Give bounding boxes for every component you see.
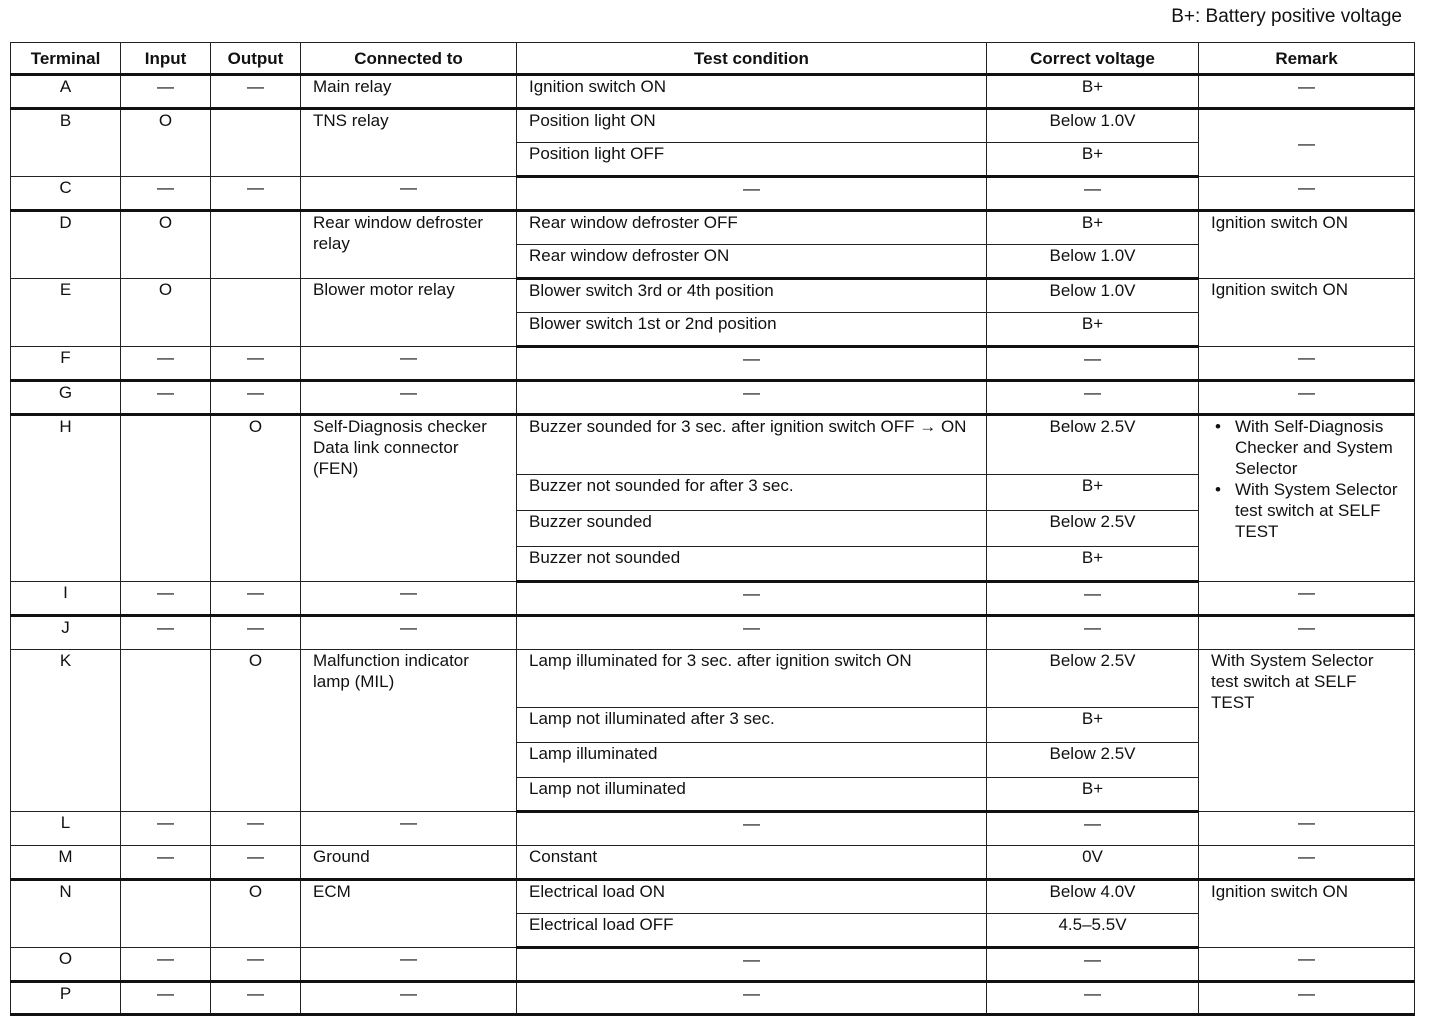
voltage-cell: —	[987, 582, 1199, 616]
condition-cell: Rear window defroster ON	[517, 245, 987, 279]
terminal-cell: K	[11, 650, 121, 812]
voltage-cell: B+	[987, 313, 1199, 347]
remark-cell: —	[1199, 616, 1415, 650]
condition-cell: Buzzer sounded	[517, 511, 987, 547]
terminal-cell: M	[11, 846, 121, 880]
voltage-cell: Below 2.5V	[987, 511, 1199, 547]
condition-cell: —	[517, 616, 987, 650]
remark-cell: —	[1199, 582, 1415, 616]
table-row	[11, 846, 1415, 880]
input-cell: —	[121, 616, 211, 650]
input-cell: —	[121, 75, 211, 109]
condition-cell: Constant	[517, 846, 987, 880]
input-cell	[121, 650, 211, 812]
input-cell: —	[121, 846, 211, 880]
table-row	[11, 75, 1415, 109]
input-cell	[121, 415, 211, 582]
voltage-cell: B+	[987, 75, 1199, 109]
connected-cell: Main relay	[301, 75, 517, 109]
terminal-cell: A	[11, 75, 121, 109]
remark-cell: Ignition switch ON	[1199, 880, 1415, 948]
table-row	[11, 415, 1415, 475]
condition-cell: —	[517, 582, 987, 616]
header-correct-voltage: Correct voltage	[987, 43, 1199, 75]
terminal-cell: L	[11, 812, 121, 846]
remark-cell: —	[1199, 75, 1415, 109]
remark-cell: Ignition switch ON	[1199, 279, 1415, 347]
terminal-cell: B	[11, 109, 121, 177]
terminal-cell: D	[11, 211, 121, 279]
connected-cell: —	[301, 982, 517, 1015]
condition-cell: Blower switch 1st or 2nd position	[517, 313, 987, 347]
condition-cell: Blower switch 3rd or 4th position	[517, 279, 987, 313]
table-row	[11, 381, 1415, 415]
battery-voltage-note: B+: Battery positive voltage	[1171, 6, 1402, 27]
input-cell: —	[121, 812, 211, 846]
voltage-cell: Below 2.5V	[987, 743, 1199, 778]
remark-cell: —	[1199, 982, 1415, 1015]
remark-cell: —	[1199, 177, 1415, 211]
voltage-cell: —	[987, 948, 1199, 982]
condition-cell: —	[517, 812, 987, 846]
condition-cell: —	[517, 982, 987, 1015]
connected-cell: —	[301, 948, 517, 982]
output-cell: —	[211, 616, 301, 650]
remark-cell: —	[1199, 846, 1415, 880]
voltage-cell: 4.5–5.5V	[987, 914, 1199, 948]
voltage-cell: —	[987, 347, 1199, 381]
connected-cell: Blower motor relay	[301, 279, 517, 347]
voltage-cell: Below 2.5V	[987, 415, 1199, 475]
condition-cell: Lamp illuminated	[517, 743, 987, 778]
voltage-cell: 0V	[987, 846, 1199, 880]
condition-cell: Electrical load ON	[517, 880, 987, 914]
voltage-cell: B+	[987, 211, 1199, 245]
voltage-cell: —	[987, 812, 1199, 846]
connected-cell: —	[301, 347, 517, 381]
remark-bullet: • With System Selector test switch at SELF TEST	[1211, 479, 1402, 542]
table-row	[11, 880, 1415, 914]
table-row	[11, 279, 1415, 313]
condition-cell: Buzzer not sounded	[517, 547, 987, 582]
terminal-cell: I	[11, 582, 121, 616]
terminal-cell: E	[11, 279, 121, 347]
header-terminal: Terminal	[11, 43, 121, 75]
input-cell: —	[121, 381, 211, 415]
input-cell: —	[121, 982, 211, 1015]
connected-cell: ECM	[301, 880, 517, 948]
condition-cell: Lamp not illuminated after 3 sec.	[517, 708, 987, 743]
connected-cell: TNS relay	[301, 109, 517, 177]
output-cell: O	[211, 415, 301, 582]
header-remark: Remark	[1199, 43, 1415, 75]
condition-cell: Buzzer sounded for 3 sec. after ignition switch OFF → ON	[517, 415, 987, 475]
condition-cell: —	[517, 177, 987, 211]
table-row	[11, 616, 1415, 650]
condition-cell: Ignition switch ON	[517, 75, 987, 109]
connected-cell: Ground	[301, 846, 517, 880]
voltage-cell: B+	[987, 708, 1199, 743]
condition-cell: —	[517, 381, 987, 415]
table-row	[11, 211, 1415, 245]
output-cell: —	[211, 812, 301, 846]
connected-cell: Malfunction indicator lamp (MIL)	[301, 650, 517, 812]
voltage-cell: Below 1.0V	[987, 279, 1199, 313]
condition-cell: Rear window defroster OFF	[517, 211, 987, 245]
table-row	[11, 982, 1415, 1015]
connected-cell: —	[301, 812, 517, 846]
table-row	[11, 177, 1415, 211]
output-cell: —	[211, 381, 301, 415]
condition-cell: Position light OFF	[517, 143, 987, 177]
output-cell	[211, 109, 301, 177]
connected-cell: —	[301, 381, 517, 415]
input-cell: —	[121, 948, 211, 982]
input-cell: —	[121, 582, 211, 616]
input-cell: O	[121, 211, 211, 279]
input-cell: —	[121, 347, 211, 381]
header-output: Output	[211, 43, 301, 75]
terminal-cell: J	[11, 616, 121, 650]
output-cell: —	[211, 347, 301, 381]
voltage-cell: —	[987, 177, 1199, 211]
input-cell: O	[121, 279, 211, 347]
voltage-cell: B+	[987, 547, 1199, 582]
voltage-cell: B+	[987, 143, 1199, 177]
connected-cell: —	[301, 582, 517, 616]
condition-cell: Buzzer not sounded for after 3 sec.	[517, 475, 987, 511]
connected-cell: —	[301, 177, 517, 211]
terminal-cell: H	[11, 415, 121, 582]
condition-cell: Lamp illuminated for 3 sec. after ignition switch ON	[517, 650, 987, 708]
output-cell: O	[211, 880, 301, 948]
connected-cell: Rear window defroster relay	[301, 211, 517, 279]
table-row	[11, 582, 1415, 616]
terminal-cell: O	[11, 948, 121, 982]
remark-cell: Ignition switch ON	[1199, 211, 1415, 279]
output-cell: O	[211, 650, 301, 812]
output-cell: —	[211, 846, 301, 880]
voltage-cell: B+	[987, 475, 1199, 511]
header-input: Input	[121, 43, 211, 75]
output-cell: —	[211, 177, 301, 211]
terminal-cell: F	[11, 347, 121, 381]
connected-cell: Self-Diagnosis checker Data link connector (FEN)	[301, 415, 517, 582]
terminal-cell: N	[11, 880, 121, 948]
output-cell: —	[211, 982, 301, 1015]
remark-bullet: • With Self-Diagnosis Checker and System Selector	[1211, 416, 1402, 479]
table-row	[11, 948, 1415, 982]
input-cell: —	[121, 177, 211, 211]
voltage-cell: Below 1.0V	[987, 109, 1199, 143]
table-row	[11, 650, 1415, 708]
remark-cell: —	[1199, 347, 1415, 381]
output-cell	[211, 279, 301, 347]
condition-cell: —	[517, 948, 987, 982]
table-row	[11, 109, 1415, 143]
header-connected-to: Connected to	[301, 43, 517, 75]
voltage-cell: —	[987, 982, 1199, 1015]
remark-cell: —	[1199, 812, 1415, 846]
table-row	[11, 812, 1415, 846]
table-header-row	[11, 43, 1415, 75]
remark-cell: With System Selector test switch at SELF TEST	[1199, 650, 1415, 812]
condition-cell: Electrical load OFF	[517, 914, 987, 948]
voltage-cell: —	[987, 381, 1199, 415]
output-cell	[211, 211, 301, 279]
condition-cell: Lamp not illuminated	[517, 778, 987, 812]
output-cell: —	[211, 582, 301, 616]
remark-cell: —	[1199, 381, 1415, 415]
voltage-cell: Below 4.0V	[987, 880, 1199, 914]
terminal-cell: C	[11, 177, 121, 211]
voltage-cell: B+	[987, 778, 1199, 812]
input-cell: O	[121, 109, 211, 177]
remark-cell	[1199, 415, 1415, 582]
remark-cell: —	[1199, 948, 1415, 982]
input-cell	[121, 880, 211, 948]
condition-cell: Position light ON	[517, 109, 987, 143]
terminal-cell: G	[11, 381, 121, 415]
terminal-voltage-table	[10, 42, 1415, 1016]
connected-cell: —	[301, 616, 517, 650]
header-test-condition: Test condition	[517, 43, 987, 75]
voltage-cell: Below 1.0V	[987, 245, 1199, 279]
voltage-cell: —	[987, 616, 1199, 650]
terminal-cell: P	[11, 982, 121, 1015]
table-row	[11, 347, 1415, 381]
remark-cell: —	[1199, 109, 1415, 177]
voltage-cell: Below 2.5V	[987, 650, 1199, 708]
output-cell: —	[211, 75, 301, 109]
condition-cell: —	[517, 347, 987, 381]
output-cell: —	[211, 948, 301, 982]
